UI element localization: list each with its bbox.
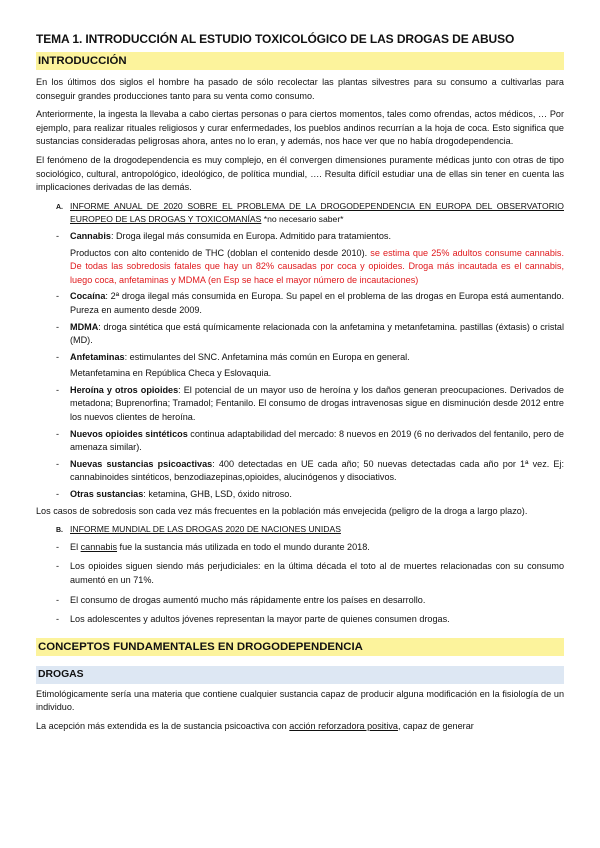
bullet-paises-desarrollo — [56, 594, 564, 608]
bullet-otras-sustancias — [56, 488, 564, 502]
bullet-dash: - — [56, 384, 60, 395]
bullet-nuevos-opioides-body — [70, 428, 564, 455]
bullet-heroina — [56, 384, 564, 425]
bullet-heroina-body — [70, 384, 564, 425]
bullet-dash: - — [56, 428, 60, 439]
bullet-dash: - — [56, 561, 60, 572]
bullet-term: Anfetaminas — [70, 351, 125, 362]
bullet-dash: - — [56, 614, 60, 625]
bullet-text: : El potencial de un mayor uso de heroína y los daños generan preocupaciones. Derivados de metadona; Buprenorfina; Tramadol; Fentanilo. El consumo de drogas intravenosas sigue en disminución desde 2012 entre los nuevos clientes de heroína. — [70, 384, 564, 423]
subsection-a-title: INFORME ANUAL DE 2020 SOBRE EL PROBLEMA DE LA DROGODEPENDENCIA EN EUROPA DEL OBSERVATORIO EUROPEO DE LAS DROGAS Y TOXICOMANÍAS — [70, 200, 564, 225]
section-heading-introduccion: INTRODUCCIÓN — [36, 52, 564, 70]
bullet-mdma-body — [70, 321, 564, 348]
cannabis-extra — [70, 247, 564, 288]
subsection-a-heading — [56, 200, 564, 227]
bullet-cannabis-mundial-body — [70, 541, 564, 555]
bullet-dash: - — [56, 321, 60, 332]
bullet-dash: - — [56, 594, 60, 605]
bullet-text: : ketamina, GHB, LSD, óxido nitroso. — [143, 489, 292, 500]
bullet-term: Nuevos opioides sintéticos — [70, 428, 188, 439]
subsection-b-letter: B. — [56, 527, 63, 535]
bullet-term: Nuevas sustancias psicoactivas — [70, 458, 213, 469]
bullet-cannabis — [56, 230, 564, 244]
bullet-dash: - — [56, 541, 60, 552]
subsection-b-heading — [56, 523, 564, 538]
bullet-text: Los opioides siguen siendo más perjudiciales: en la última década el toto al de muertes relacionadas con su consumo aumentó en un 71%. — [70, 561, 564, 585]
metanfetamina-note: Metanfetamina en República Checa y Eslovaquia. — [70, 368, 272, 379]
bullet-text: : Droga ilegal más consumida en Europa. Admitido para tratamientos. — [110, 230, 391, 241]
bullet-anfetaminas-body — [70, 351, 564, 365]
subsection-heading-drogas: DROGAS — [36, 666, 564, 684]
subsection-a-text — [70, 200, 564, 227]
bullet-dash: - — [56, 351, 60, 362]
bullet-dash: - — [56, 458, 60, 469]
bullet-anfetaminas — [56, 351, 564, 365]
bullet-text: : 2ª droga ilegal más consumida en Europa. Su papel en el problema de las drogas en Europa está aumentando. Pureza en aumento desde 2009. — [70, 291, 564, 315]
bullet-adolescentes — [56, 613, 564, 627]
cannabis-extra-black: Productos con alto contenido de THC (doblan el contenido desde 2010). — [70, 247, 371, 258]
bullet-term: MDMA — [70, 321, 99, 332]
bullet-dash: - — [56, 230, 60, 241]
bullet-text: El consumo de drogas aumentó mucho más rápidamente entre los países en desarrollo. — [70, 594, 426, 605]
bullet-term: Cocaína — [70, 291, 106, 302]
bullet-nuevas-sustancias-body — [70, 458, 564, 485]
bullet-nuevos-opioides — [56, 428, 564, 455]
bullet-dash: - — [56, 489, 60, 500]
drogas-paragraph-2-post: , capaz de generar — [397, 720, 474, 731]
spacer — [36, 630, 564, 638]
bullet-text: Los adolescentes y adultos jóvenes representan la mayor parte de quienes consumen drogas. — [70, 614, 450, 625]
bullet-opioides-mundial — [56, 560, 564, 587]
section-heading-conceptos: CONCEPTOS FUNDAMENTALES EN DROGODEPENDENCIA — [36, 638, 564, 656]
bullet-term: Otras sustancias — [70, 489, 144, 500]
bullet-cocaina — [56, 290, 564, 317]
drogas-paragraph-2 — [36, 720, 564, 734]
subsection-b-title: INFORME MUNDIAL DE LAS DROGAS 2020 DE NACIONES UNIDAS — [70, 524, 341, 535]
bullet-text-post: fue la sustancia más utilizada en todo el mundo durante 2018. — [117, 541, 370, 552]
subsection-a-letter: A. — [56, 203, 63, 211]
bullet-cannabis-body — [70, 230, 564, 244]
intro-paragraph-1: En los últimos dos siglos el hombre ha pasado de sólo recolectar las plantas silvestres para su consumo a cultivarlas para conseguir grandes producciones tanto para su venta como consumo. — [36, 77, 564, 101]
bullet-otras-sustancias-body — [70, 488, 564, 502]
drogas-paragraph-2-pre: La acepción más extendida es la de sustancia psicoactiva con — [36, 720, 290, 731]
bullet-text: : estimulantes del SNC. Anfetamina más común en Europa en general. — [124, 351, 410, 362]
intro-paragraph-2: Anteriormente, la ingesta la llevaba a cabo ciertas personas o para ciertos momentos, tales como ofrendas, actos médicos, … Por ejemplo, para realizar rituales religiosos y curar enfermedades, los pueblos andinos recurrían a la hoja de coca. Esto significa que sustancias consideradas peligrosas ahora, antes no lo eran, y además, nos hace ver que no había drogodependencia. — [36, 109, 564, 147]
drogas-paragraph-2-underlined: acción reforzadora positiva — [289, 720, 398, 731]
bullet-dash: - — [56, 291, 60, 302]
bullet-cannabis-mundial — [56, 541, 564, 555]
bullet-nuevas-sustancias — [56, 458, 564, 485]
bullet-term: Heroína y otros opioides — [70, 384, 179, 395]
sobredosis-paragraph: Los casos de sobredosis son cada vez más frecuentes en la población más envejecida (peligro de la droga a largo plazo). — [36, 505, 528, 516]
bullet-mdma — [56, 321, 564, 348]
intro-paragraph-3: El fenómeno de la drogodependencia es muy complejo, en él convergen dimensiones puramente médicas junto con otras de tipo sociológico, cultural, antropológico, ideológico, de política mundial, …. Resulta difícil estudiar una de ellas sin tener en cuenta las implicaciones derivadas de las demás. — [36, 154, 564, 193]
bullet-cocaina-body — [70, 290, 564, 317]
bullet-text-underlined: cannabis — [80, 541, 118, 552]
bullet-term: Cannabis — [70, 230, 111, 241]
bullet-text-pre: El — [70, 541, 81, 552]
bullet-text: : 400 detectadas en UE cada año; 50 nuevas detectadas cada año por 1ª vez. Ej: cannabinoides sintéticos, benzodiazepinas,opioides, alucinógenos y disociativos. — [70, 458, 565, 483]
bullet-text: : droga sintética que está químicamente relacionada con la anfetamina y metanfetamina. pastillas (éxtasis) o cristal (MD). — [70, 321, 564, 346]
cannabis-extra-red: se estima que 25% adultos consume cannabis. De todas las sobredosis fatales que hay un 82% causadas por coca y opioides. Droga más incautada es el cannabis, luego coca, anfetaminas y MDMA (en Esp se hace el mayor número de incautaciones) — [70, 247, 564, 285]
document-title: TEMA 1. INTRODUCCIÓN AL ESTUDIO TOXICOLÓGICO DE LAS DROGAS DE ABUSO — [36, 32, 515, 46]
bullet-text: continua adaptabilidad del mercado: 8 nuevos en 2019 (6 no derivados del fentanilo, pero de amenaza similar). — [70, 428, 564, 453]
subsection-a-note: *no necesario saber* — [261, 214, 344, 225]
drogas-paragraph-1: Etimológicamente sería una materia que contiene cualquier sustancia capaz de producir alguna modificación en la fisiología de un individuo. — [36, 688, 564, 713]
